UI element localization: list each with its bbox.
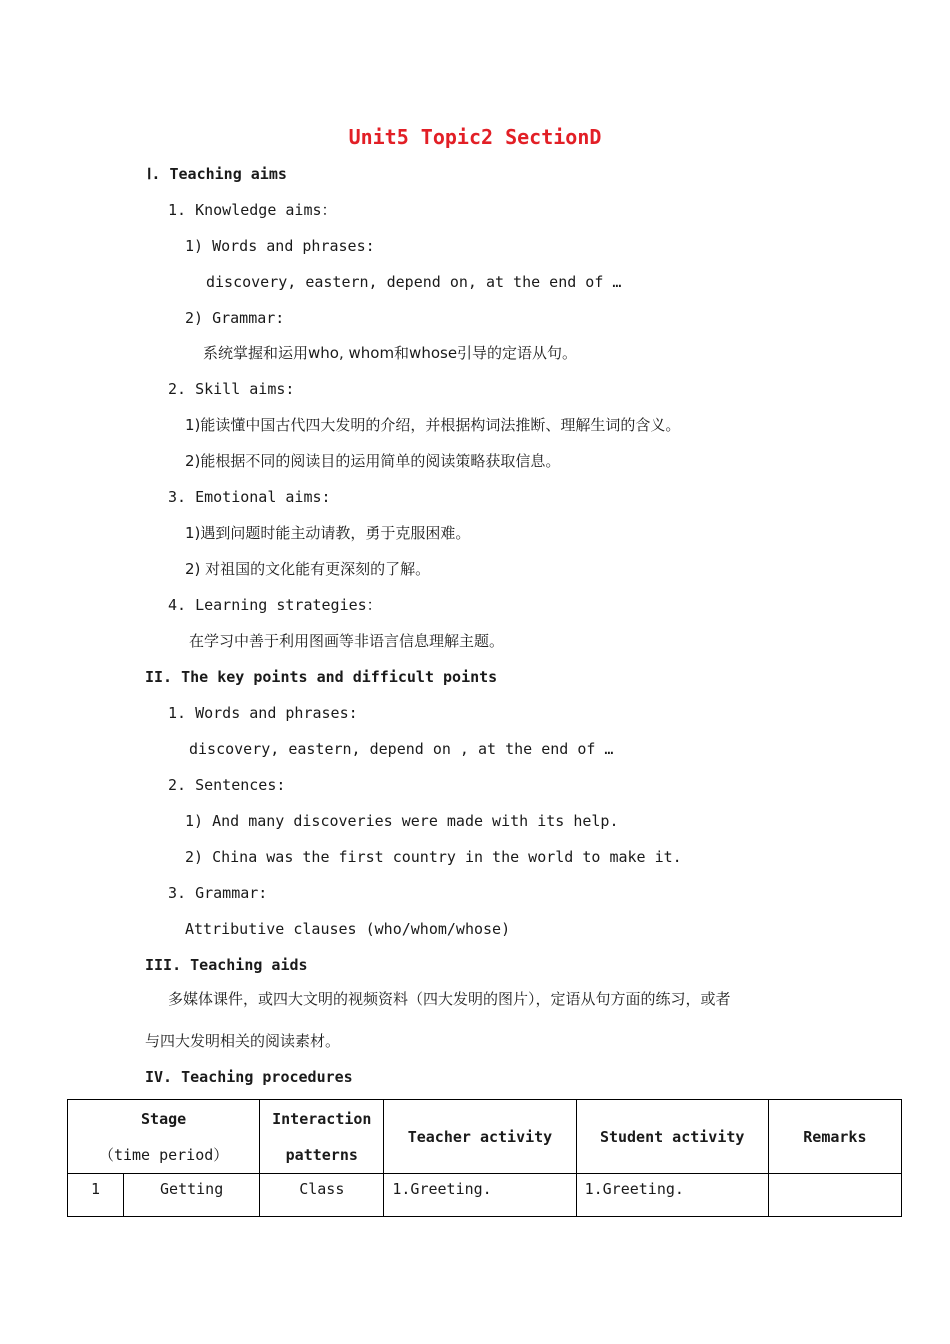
cell-teacher-activity: 1.Greeting. xyxy=(384,1174,576,1217)
header-stage xyxy=(68,1100,260,1174)
key-words-text: discovery, eastern, depend on , at the end of … xyxy=(189,740,614,758)
header-stage-label: Stage xyxy=(141,1109,187,1128)
words-phrases-text: discovery, eastern, depend on, at the end of … xyxy=(206,273,622,291)
cell-interaction: Class xyxy=(260,1174,384,1217)
section-key-points-heading: II. The key points and difficult points xyxy=(145,668,498,686)
sentence-2: 2) China was the first country in the world to make it. xyxy=(185,848,682,866)
learning-strategies-text: 在学习中善于利用图画等非语言信息理解主题。 xyxy=(189,632,505,650)
words-phrases-label: 1) Words and phrases: xyxy=(185,237,375,255)
header-interaction xyxy=(260,1100,384,1174)
table-header-row xyxy=(68,1100,902,1174)
skill-aim-2: 2)能根据不同的阅读目的运用简单的阅读策略获取信息。 xyxy=(185,452,561,470)
header-interaction-label: Interaction xyxy=(272,1109,372,1128)
teaching-aids-text-line2: 与四大发明相关的阅读素材。 xyxy=(145,1032,341,1050)
section-teaching-aims-heading: Ⅰ. Teaching aims xyxy=(147,165,287,183)
teaching-procedures-table xyxy=(67,1099,902,1217)
header-stage-sub: （time period） xyxy=(98,1145,229,1164)
emotional-aim-2: 2) 对祖国的文化能有更深刻的了解。 xyxy=(185,560,431,578)
key-grammar-text: Attributive clauses (who/whom/whose) xyxy=(185,920,511,938)
header-student-activity: Student activity xyxy=(576,1100,768,1174)
section-procedures-heading: IV. Teaching procedures xyxy=(145,1068,353,1086)
header-teacher-activity: Teacher activity xyxy=(384,1100,576,1174)
knowledge-aims-label: 1. Knowledge aims： xyxy=(168,201,337,219)
header-remarks: Remarks xyxy=(768,1100,901,1174)
skill-aims-label: 2. Skill aims: xyxy=(168,380,295,398)
cell-stage: Getting xyxy=(124,1174,260,1217)
grammar-text: 系统掌握和运用who, whom和whose引导的定语从句。 xyxy=(203,344,578,362)
teaching-aids-text-line1: 多媒体课件，或四大文明的视频资料（四大发明的图片），定语从句方面的练习，或者 xyxy=(168,990,731,1008)
section-teaching-aids-heading: III. Teaching aids xyxy=(145,956,308,974)
cell-remarks xyxy=(768,1174,901,1217)
cell-number: 1 xyxy=(68,1174,124,1217)
key-grammar-label: 3. Grammar: xyxy=(168,884,268,902)
emotional-aims-label: 3. Emotional aims: xyxy=(168,488,331,506)
sentences-label: 2. Sentences: xyxy=(168,776,286,794)
emotional-aim-1: 1)遇到问题时能主动请教，勇于克服困难。 xyxy=(185,524,471,542)
skill-aim-1: 1)能读懂中国古代四大发明的介绍，并根据构词法推断、理解生词的含义。 xyxy=(185,416,681,434)
document-title: Unit5 Topic2 SectionD xyxy=(348,125,602,149)
cell-student-activity: 1.Greeting. xyxy=(576,1174,768,1217)
key-words-label: 1. Words and phrases: xyxy=(168,704,358,722)
learning-strategies-label: 4. Learning strategies： xyxy=(168,596,382,614)
table-row xyxy=(68,1174,902,1217)
header-interaction-sub: patterns xyxy=(285,1145,358,1164)
grammar-label: 2) Grammar: xyxy=(185,309,285,327)
sentence-1: 1) And many discoveries were made with its help. xyxy=(185,812,619,830)
